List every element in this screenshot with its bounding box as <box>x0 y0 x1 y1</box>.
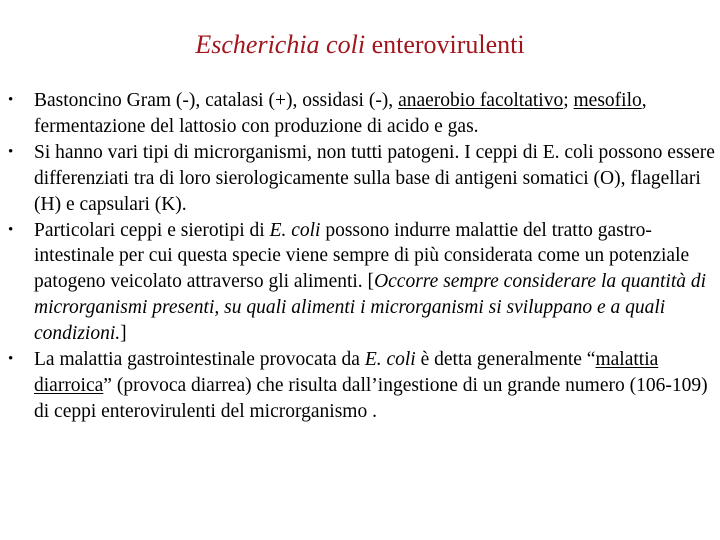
bullet-3-text-b: possono indurre malattie del tratto gastro-intestinale per cui questa specie viene sempre di più considerata come un potenziale patogeno veicolato attraverso gli alimenti. [ <box>34 219 690 293</box>
bullet-4-underlined-a: malattia diarroica <box>34 349 659 396</box>
slide-title <box>0 28 720 62</box>
bullet-4-text-c: ” (provoca diarrea) che risulta dall’ingestione di un grande numero (106-109) di ceppi enterovirulenti del microrganismo . <box>34 374 708 422</box>
bullet-1-underlined-b: mesofilo <box>573 90 642 111</box>
bullet-item-2 <box>8 140 716 218</box>
title-italic-part: Escherichia coli <box>195 30 366 59</box>
bullet-3-text-a: Particolari ceppi e sierotipi di <box>34 219 270 241</box>
bullet-icon: • <box>8 351 14 368</box>
bullet-4-italic-a: E. coli <box>364 349 416 371</box>
bullet-1-text-b: ; <box>563 90 574 111</box>
bullet-3-italic-b: Occorre sempre considerare la quantità di microrganismi presenti, su quali alimenti i microrganismi si sviluppano e a quali condizioni. <box>34 271 707 345</box>
bullet-item-4 <box>8 347 716 425</box>
bullet-icon: • <box>8 143 14 160</box>
bullet-item-1 <box>8 88 716 140</box>
bullet-1-text-c: , fermentazione del lattosio con produzione di acido e gas. <box>34 90 647 137</box>
bullet-3-text-c: ] <box>120 323 127 345</box>
bullet-1-underlined-a: anaerobio facoltativo <box>398 90 564 111</box>
bullet-4-text-a: La malattia gastrointestinale provocata da <box>34 349 365 371</box>
bullet-4-text-b: è detta generalmente “ <box>415 349 596 371</box>
bullet-list <box>8 88 716 425</box>
bullet-icon: • <box>8 92 14 108</box>
bullet-item-3 <box>8 218 716 348</box>
bullet-3-italic-a: E. coli <box>269 219 321 241</box>
title-normal-part: enterovirulenti <box>365 30 525 59</box>
bullet-2-text: Si hanno vari tipi di microrganismi, non tutti patogeni. I ceppi di E. coli possono essere differenziati tra di loro sierologicamente sulla base di antigeni somatici (O), flagellari (H) e capsulari (K). <box>34 141 715 215</box>
bullet-1-text-a: Bastoncino Gram (-), catalasi (+), ossidasi (-), <box>34 90 399 111</box>
bullet-icon: • <box>8 221 14 238</box>
